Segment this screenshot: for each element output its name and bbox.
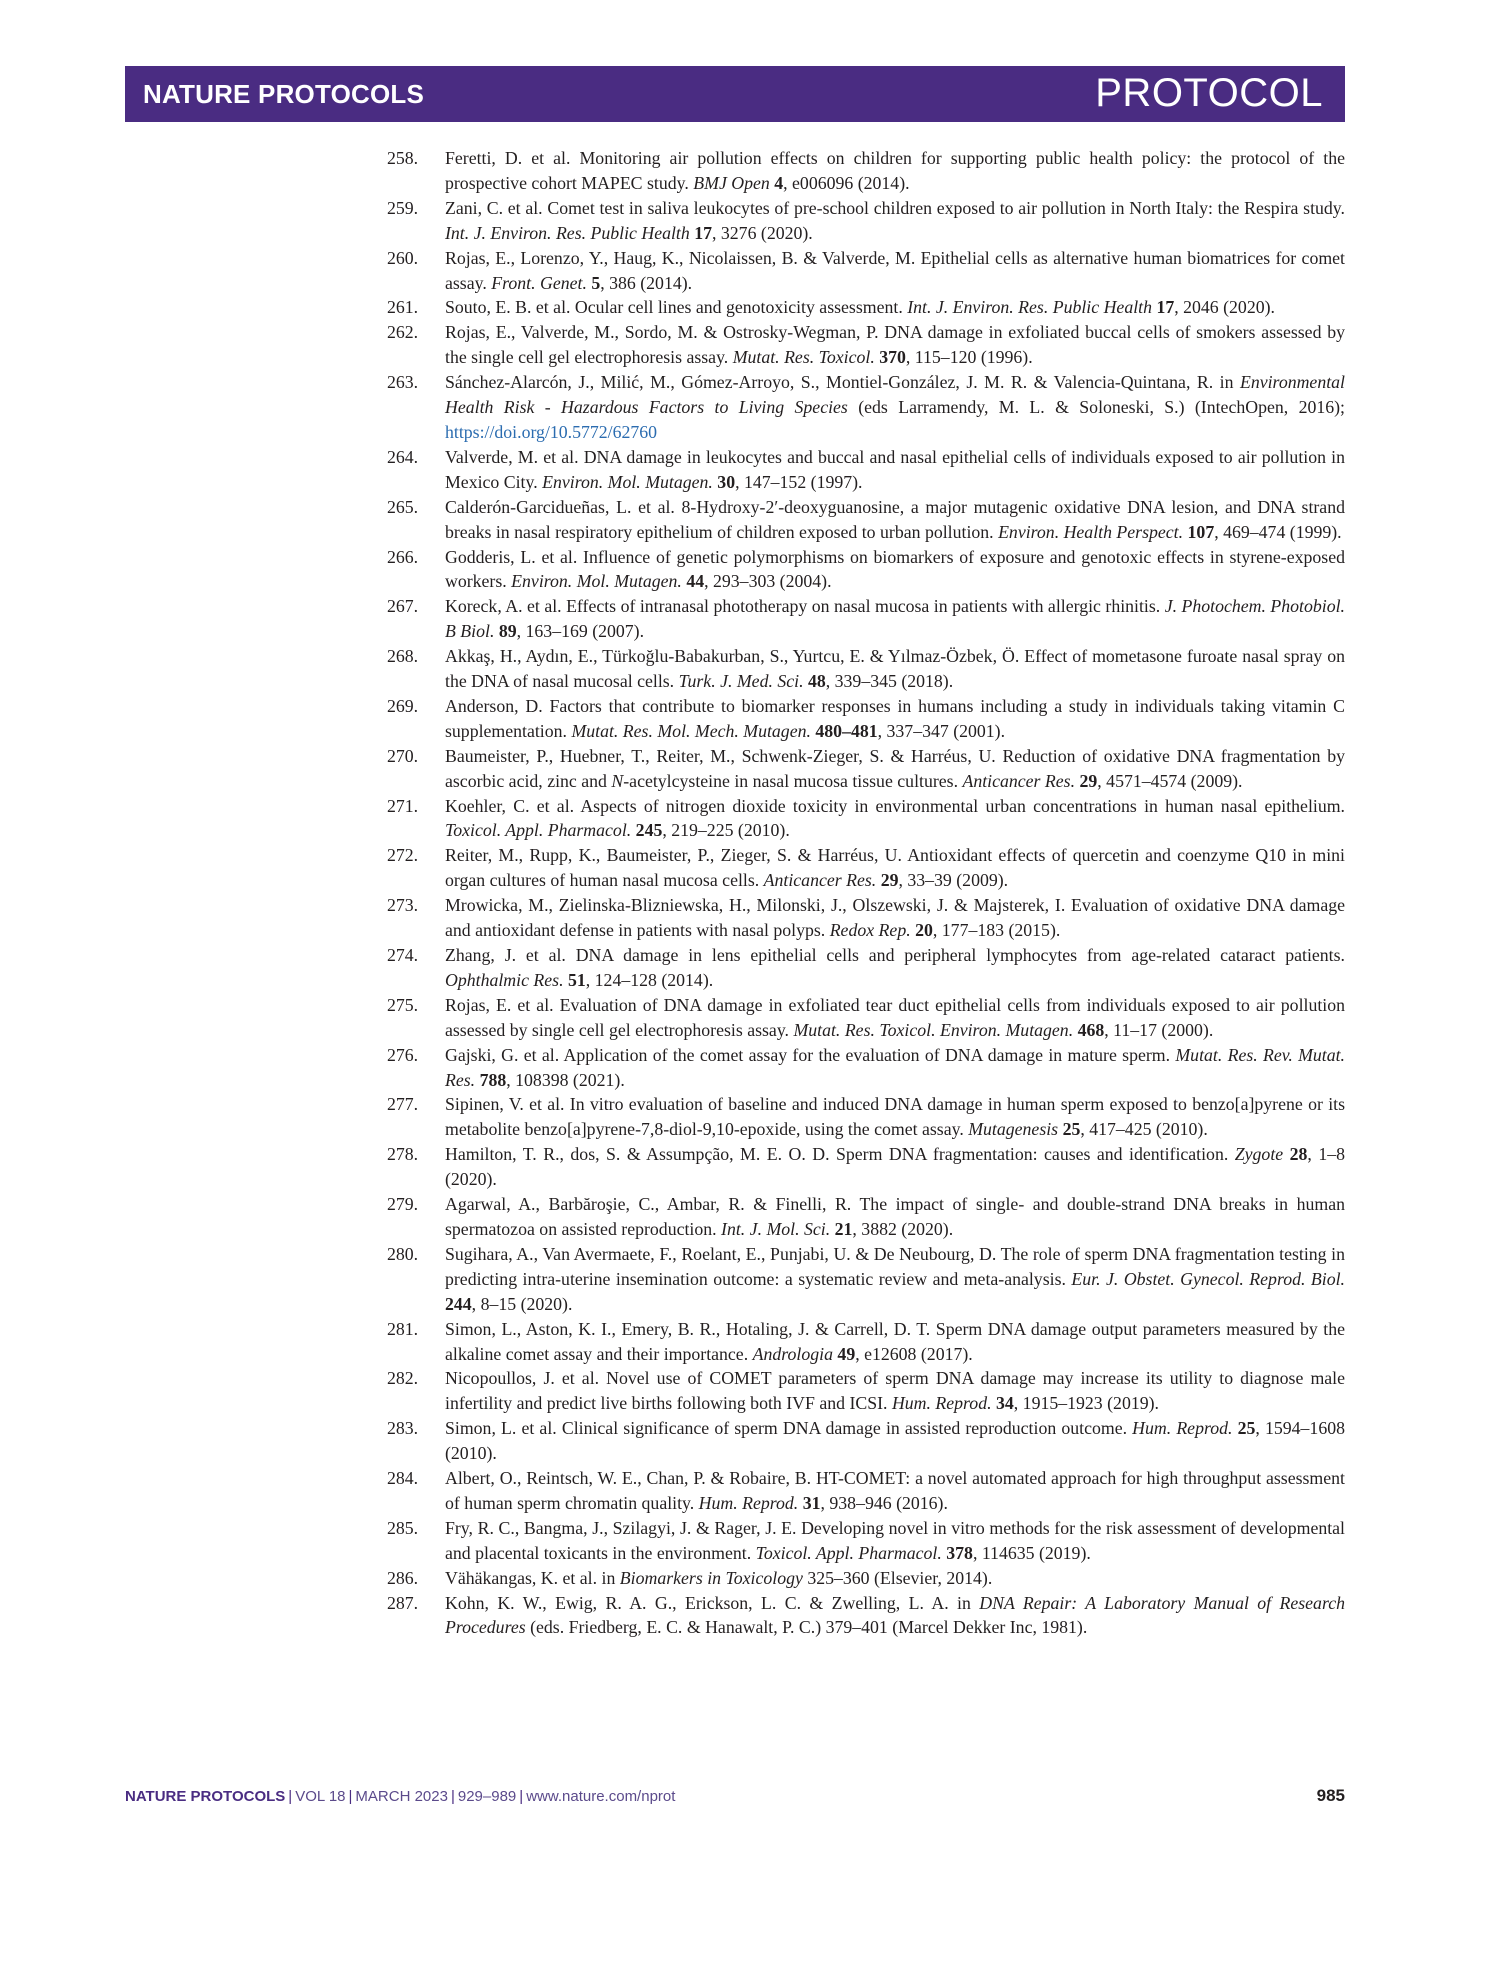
reference-italic-text: Mutat. Res. Toxicol.	[732, 347, 875, 368]
reference-text: , 3276 (2020).	[712, 222, 813, 243]
journal-name: NATURE PROTOCOLS	[143, 79, 425, 109]
reference-italic-text: N	[611, 770, 624, 791]
journal-header-banner	[125, 66, 1345, 122]
reference-item	[387, 1416, 1345, 1466]
reference-italic-text: Environ. Mol. Mutagen.	[542, 471, 713, 492]
footer-url-link[interactable]: www.nature.com/nprot	[526, 1788, 676, 1805]
reference-volume: 378	[946, 1542, 973, 1563]
reference-italic-text: Int. J. Environ. Res. Public Health	[907, 297, 1152, 318]
reference-item	[387, 1142, 1345, 1192]
reference-italic-text: DNA Repair: A Laboratory Manual of Research Procedures	[445, 1592, 1345, 1638]
reference-italic-text: Front. Genet.	[491, 272, 587, 293]
reference-italic-text: Toxicol. Appl. Pharmacol.	[755, 1542, 942, 1563]
reference-text: , 1–8 (2020).	[445, 1144, 1345, 1190]
reference-volume: 17	[1156, 297, 1175, 318]
reference-volume: 51	[567, 969, 586, 990]
reference-text: , 293–303 (2004).	[704, 571, 832, 592]
reference-italic-text: Mutat. Res. Toxicol. Environ. Mutagen.	[793, 1019, 1074, 1040]
reference-italic-text: BMJ Open	[693, 172, 770, 193]
reference-text: Albert, O., Reintsch, W. E., Chan, P. & Robaire, B. HT-COMET: a novel automated approach for high throughput assessment of human sperm chromatin quality.	[445, 1468, 1345, 1513]
reference-text: Agarwal, A., Barbăroşie, C., Ambar, R. & Finelli, R. The impact of single- and double-strand DNA breaks in human spermatozoa on assisted reproduction.	[445, 1194, 1345, 1239]
reference-item	[387, 246, 1345, 296]
reference-item	[387, 1466, 1345, 1516]
reference-text: Sánchez-Alarcón, J., Milić, M., Gómez-Arroyo, S., Montiel-González, J. M. R. & Valencia-Quintana, R. in	[445, 372, 1240, 393]
reference-item	[387, 320, 1345, 370]
reference-text: (eds Larramendy, M. L. & Soloneski, S.) (IntechOpen, 2016);	[847, 397, 1345, 418]
reference-text: Zhang, J. et al. DNA damage in lens epithelial cells and peripheral lymphocytes from age-related cataract patients.	[445, 945, 1345, 965]
reference-volume: 25	[1062, 1119, 1081, 1140]
reference-number: 266.	[387, 546, 419, 567]
reference-volume: 480–481	[815, 720, 878, 741]
reference-item	[387, 943, 1345, 993]
reference-italic-text: Mutat. Res. Rev. Mutat. Res.	[445, 1044, 1345, 1090]
reference-volume: 20	[915, 920, 933, 941]
reference-volume: 788	[479, 1069, 507, 1090]
reference-text: -acetylcysteine in nasal mucosa tissue cultures.	[623, 770, 963, 791]
reference-item	[387, 1192, 1345, 1242]
reference-text: Feretti, D. et al. Monitoring air pollution effects on children for supporting public health policy: the protocol of the prospective cohort MAPEC study.	[445, 148, 1345, 193]
reference-italic-text: Hum. Reprod.	[698, 1492, 799, 1513]
reference-italic-text: Environ. Health Perspect.	[998, 521, 1184, 542]
reference-italic-text: Environmental Health Risk - Hazardous Factors to Living Species	[445, 372, 1345, 418]
reference-number: 265.	[387, 496, 419, 517]
reference-text: , 114635 (2019).	[972, 1542, 1091, 1563]
footer-pages: 929–989	[457, 1788, 517, 1805]
reference-item	[387, 843, 1345, 893]
page-footer: NATURE PROTOCOLS | VOL 18 | MARCH 2023 | 929–989 | www.nature.com/nprot 985	[125, 1786, 1345, 1805]
reference-item	[387, 644, 1345, 694]
reference-number: 279.	[387, 1194, 419, 1215]
reference-volume: 468	[1077, 1019, 1105, 1040]
reference-item	[387, 1366, 1345, 1416]
page-number: 985	[1316, 1786, 1345, 1805]
reference-number: 271.	[387, 795, 419, 816]
article-type: PROTOCOL	[1095, 71, 1323, 115]
reference-volume: 44	[686, 571, 705, 592]
reference-text: Fry, R. C., Bangma, J., Szilagyi, J. & Rager, J. E. Developing novel in vitro methods for the risk assessment of developmental and placental toxicants in the environment.	[445, 1517, 1345, 1563]
reference-number: 284.	[387, 1468, 419, 1489]
reference-text: 325–360 (Elsevier, 2014).	[802, 1567, 993, 1588]
reference-item	[387, 893, 1345, 943]
reference-volume: 5	[591, 272, 601, 293]
reference-text: , 339–345 (2018).	[825, 671, 954, 692]
reference-text: , 124–128 (2014).	[585, 969, 714, 990]
reference-number: 275.	[387, 994, 419, 1015]
reference-text: Valverde, M. et al. DNA damage in leukocytes and buccal and nasal epithelial cells of individuals exposed to air pollution in Mexico City.	[445, 446, 1345, 492]
reference-item	[387, 1242, 1345, 1317]
reference-text: , 938–946 (2016).	[820, 1492, 948, 1513]
reference-text: , 386 (2014).	[600, 272, 693, 293]
reference-volume: 30	[717, 471, 736, 492]
reference-text: Baumeister, P., Huebner, T., Reiter, M., Schwenk-Zieger, S. & Harréus, U. Reduction of oxidative DNA fragmentation by ascorbic acid, zinc and	[445, 745, 1345, 791]
reference-italic-text: Int. J. Environ. Res. Public Health	[445, 222, 690, 243]
reference-text: Kohn, K. W., Ewig, R. A. G., Erickson, L. C. & Zwelling, L. A. in	[445, 1592, 980, 1613]
reference-volume: 244	[445, 1293, 472, 1314]
reference-text: Vähäkangas, K. et al. in	[445, 1567, 620, 1588]
reference-text: Anderson, D. Factors that contribute to biomarker responses in humans including a study in individuals taking vitamin C supplementation.	[445, 695, 1345, 741]
reference-volume: 370	[879, 347, 906, 368]
reference-number: 276.	[387, 1044, 419, 1065]
reference-item	[387, 1317, 1345, 1367]
reference-number: 262.	[387, 322, 419, 343]
footer-date: MARCH 2023	[355, 1788, 448, 1805]
reference-italic-text: Anticancer Res.	[962, 770, 1076, 791]
reference-number: 259.	[387, 197, 419, 218]
reference-number: 263.	[387, 372, 419, 393]
reference-text: , 2046 (2020).	[1174, 297, 1275, 318]
reference-item	[387, 1591, 1345, 1641]
reference-italic-text: Eur. J. Obstet. Gynecol. Reprod. Biol.	[1071, 1268, 1345, 1289]
reference-number: 285.	[387, 1517, 419, 1538]
reference-number: 273.	[387, 895, 419, 916]
reference-text: Calderón-Garcidueñas, L. et al. 8-Hydroxy-2′-deoxyguanosine, a major mutagenic oxidative DNA lesion, and DNA strand breaks in nasal respiratory epithelium of children exposed to urban pollution.	[445, 496, 1345, 542]
reference-item	[387, 196, 1345, 246]
reference-italic-text: Anticancer Res.	[763, 870, 877, 891]
reference-text: , 1594–1608 (2010).	[445, 1418, 1345, 1464]
reference-text: Akkaş, H., Aydın, E., Türkoğlu-Babakurban, S., Yurtcu, E. & Yılmaz-Özbek, Ö. Effect of mometasone furoate nasal spray on the DNA of nasal mucosal cells.	[445, 646, 1345, 692]
reference-volume: 49	[837, 1343, 856, 1364]
reference-italic-text: Hum. Reprod.	[891, 1393, 992, 1414]
reference-text: Reiter, M., Rupp, K., Baumeister, P., Zieger, S. & Harréus, U. Antioxidant effects of quercetin and coenzyme Q10 in mini organ cultures of human nasal mucosa cells.	[445, 845, 1345, 891]
reference-number: 268.	[387, 646, 419, 667]
reference-number: 258.	[387, 148, 419, 168]
reference-text: Hamilton, T. R., dos, S. & Assumpção, M. E. O. D. Sperm DNA fragmentation: causes and identification.	[445, 1144, 1235, 1165]
reference-number: 264.	[387, 446, 419, 467]
reference-text: Gajski, G. et al. Application of the comet assay for the evaluation of DNA damage in mature sperm.	[445, 1044, 1176, 1065]
reference-italic-text: Andrologia	[752, 1343, 833, 1364]
reference-text: , 163–169 (2007).	[516, 621, 645, 642]
reference-text: , 33–39 (2009).	[898, 870, 1009, 891]
reference-item	[387, 794, 1345, 844]
reference-italic-text: Turk. J. Med. Sci.	[678, 671, 804, 692]
reference-text: Nicopoullos, J. et al. Novel use of COMET parameters of sperm DNA damage may increase its utility to diagnose male infertility and predict live births following both IVF and ICSI.	[445, 1368, 1345, 1414]
reference-text: Koehler, C. et al. Aspects of nitrogen dioxide toxicity in environmental urban concentrations in human nasal epithelium.	[445, 795, 1345, 816]
reference-item	[387, 370, 1345, 445]
reference-text: Sipinen, V. et al. In vitro evaluation of baseline and induced DNA damage in human sperm exposed to benzo[a]pyrene or its metabolite benzo[a]pyrene-7,8-diol-9,10-epoxide, using the comet assay.	[445, 1094, 1345, 1140]
reference-volume: 107	[1187, 521, 1215, 542]
reference-item	[387, 1566, 1345, 1591]
reference-text: , 219–225 (2010).	[662, 820, 790, 841]
reference-text: Koreck, A. et al. Effects of intranasal phototherapy on nasal mucosa in patients with allergic rhinitis.	[445, 596, 1165, 617]
reference-number: 277.	[387, 1094, 419, 1115]
reference-item	[387, 694, 1345, 744]
reference-item	[387, 1043, 1345, 1093]
reference-text: Rojas, E., Valverde, M., Sordo, M. & Ostrosky-Wegman, P. DNA damage in exfoliated buccal cells of smokers assessed by the single cell gel electrophoresis assay.	[445, 322, 1345, 368]
reference-text: Godderis, L. et al. Influence of genetic polymorphisms on biomarkers of exposure and genotoxic effects in styrene-exposed workers.	[445, 546, 1345, 592]
reference-text: Sugihara, A., Van Avermaete, F., Roelant, E., Punjabi, U. & De Neubourg, D. The role of sperm DNA fragmentation testing in predicting intra-uterine insemination outcome: a systematic review and meta-analysis.	[445, 1243, 1345, 1289]
reference-text: , 177–183 (2015).	[932, 920, 1061, 941]
reference-volume: 29	[1079, 770, 1098, 791]
reference-text: Souto, E. B. et al. Ocular cell lines and genotoxicity assessment.	[445, 297, 908, 318]
reference-text: , 8–15 (2020).	[471, 1293, 573, 1314]
reference-doi-link[interactable]: https://doi.org/10.5772/62760	[445, 421, 658, 442]
reference-item	[387, 495, 1345, 545]
reference-number: 286.	[387, 1567, 419, 1588]
reference-text: (eds. Friedberg, E. C. & Hanawalt, P. C.) 379–401 (Marcel Dekker Inc, 1981).	[525, 1617, 1088, 1638]
reference-item	[387, 993, 1345, 1043]
reference-text: Simon, L. et al. Clinical significance of sperm DNA damage in assisted reproduction outcome.	[445, 1418, 1133, 1439]
reference-text: , 337–347 (2001).	[877, 720, 1006, 741]
reference-volume: 4	[774, 172, 784, 193]
reference-text: , 469–474 (1999).	[1214, 521, 1342, 542]
reference-number: 281.	[387, 1318, 419, 1339]
reference-italic-text: Biomarkers in Toxicology	[619, 1567, 803, 1588]
reference-volume: 29	[880, 870, 899, 891]
reference-text: , 147–152 (1997).	[735, 471, 863, 492]
reference-volume: 31	[802, 1492, 821, 1513]
reference-item	[387, 594, 1345, 644]
reference-item	[387, 1092, 1345, 1142]
footer-journal: NATURE PROTOCOLS	[125, 1788, 286, 1805]
reference-number: 270.	[387, 745, 419, 766]
reference-item	[387, 545, 1345, 595]
reference-volume: 21	[834, 1218, 853, 1239]
reference-text: Simon, L., Aston, K. I., Emery, B. R., Hotaling, J. & Carrell, D. T. Sperm DNA damage output parameters measured by the alkaline comet assay and their importance.	[445, 1318, 1345, 1364]
reference-text: , 1915–1923 (2019).	[1013, 1393, 1159, 1414]
reference-italic-text: Environ. Mol. Mutagen.	[511, 571, 682, 592]
reference-number: 260.	[387, 247, 419, 268]
reference-italic-text: Int. J. Mol. Sci.	[721, 1218, 831, 1239]
reference-italic-text: Zygote	[1234, 1144, 1284, 1165]
reference-volume: 28	[1289, 1144, 1308, 1165]
reference-italic-text: Ophthalmic Res.	[445, 969, 564, 990]
reference-italic-text: Hum. Reprod.	[1132, 1418, 1233, 1439]
reference-volume: 48	[807, 671, 826, 692]
reference-number: 283.	[387, 1418, 419, 1439]
reference-text: Zani, C. et al. Comet test in saliva leukocytes of pre-school children exposed to air pollution in North Italy: the Respira study.	[445, 197, 1345, 218]
reference-italic-text: Redox Rep.	[829, 920, 911, 941]
reference-number: 269.	[387, 695, 419, 716]
reference-volume: 34	[996, 1393, 1014, 1414]
reference-text: , 417–425 (2010).	[1080, 1119, 1208, 1140]
reference-number: 272.	[387, 845, 419, 866]
reference-volume: 245	[635, 820, 663, 841]
reference-volume: 89	[498, 621, 517, 642]
reference-item	[387, 1516, 1345, 1566]
reference-text: , 108398 (2021).	[506, 1069, 625, 1090]
reference-italic-text: J. Photochem. Photobiol. B Biol.	[445, 596, 1345, 642]
reference-text: Rojas, E., Lorenzo, Y., Haug, K., Nicolaissen, B. & Valverde, M. Epithelial cells as alternative human biomatrices for comet assay.	[445, 247, 1345, 293]
reference-number: 261.	[387, 297, 419, 318]
reference-volume: 25	[1237, 1418, 1256, 1439]
reference-text: Rojas, E. et al. Evaluation of DNA damage in exfoliated tear duct epithelial cells from individuals exposed to air pollution assessed by single cell gel electrophoresis assay.	[445, 994, 1345, 1040]
reference-text: , 3882 (2020).	[852, 1218, 954, 1239]
reference-list	[387, 146, 1345, 1640]
reference-italic-text: Mutat. Res. Mol. Mech. Mutagen.	[571, 720, 811, 741]
footer-volume: VOL 18	[295, 1788, 346, 1805]
reference-text: Mrowicka, M., Zielinska-Blizniewska, H., Milonski, J., Olszewski, J. & Majsterek, I. Evaluation of oxidative DNA damage and antioxidant defense in patients with nasal polyps.	[445, 895, 1345, 941]
reference-number: 278.	[387, 1144, 419, 1165]
reference-number: 267.	[387, 596, 419, 617]
reference-text: , 115–120 (1996).	[905, 347, 1033, 368]
reference-italic-text: Mutagenesis	[968, 1119, 1059, 1140]
reference-number: 274.	[387, 945, 419, 965]
reference-text: , 11–17 (2000).	[1104, 1019, 1214, 1040]
reference-volume: 17	[694, 222, 712, 243]
reference-number: 280.	[387, 1243, 419, 1264]
reference-item	[387, 295, 1345, 320]
reference-item	[387, 744, 1345, 794]
reference-text: , e006096 (2014).	[783, 172, 910, 193]
reference-number: 282.	[387, 1368, 419, 1389]
reference-text: , e12608 (2017).	[855, 1343, 973, 1364]
reference-text: , 4571–4574 (2009).	[1097, 770, 1243, 791]
reference-number: 287.	[387, 1592, 419, 1613]
reference-item	[387, 146, 1345, 196]
reference-italic-text: Toxicol. Appl. Pharmacol.	[445, 820, 632, 841]
reference-item	[387, 445, 1345, 495]
